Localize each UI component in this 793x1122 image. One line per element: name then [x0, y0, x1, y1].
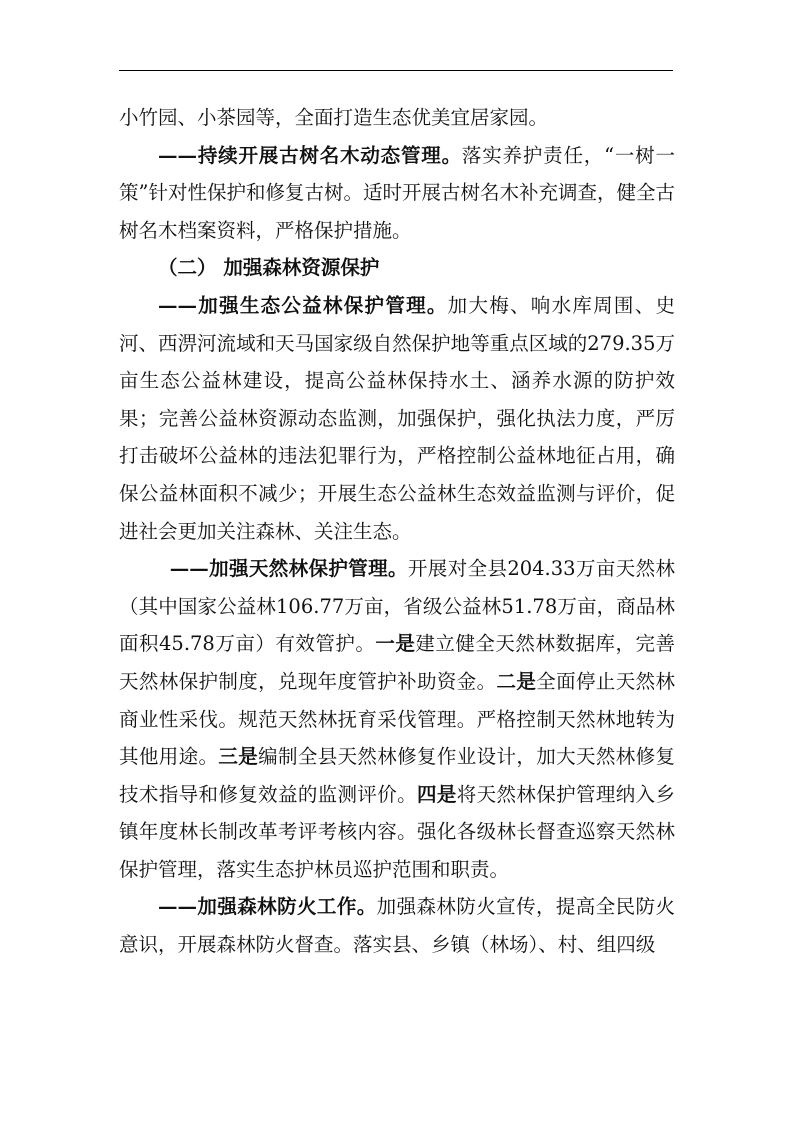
item-marker-2: 二是: [496, 669, 537, 693]
section-number: （二）: [158, 256, 217, 280]
header-rule: [119, 70, 673, 71]
paragraph-text: 加强森林防火宣传，提高全民防火意识，开展森林防火督查。落实县、乡镇（林场）、村、组四级: [119, 895, 675, 957]
paragraph-natural-forest: [119, 550, 675, 888]
item-marker-3: 三是: [218, 745, 259, 769]
item-text-4: 将天然林保护管理纳入乡镇年度林长制改革考评考核内容。强化各级林长督查巡察天然林保护管理，落实生态护林员巡护范围和职责。: [119, 782, 675, 881]
paragraph-public-forest: [119, 287, 675, 550]
item-marker-1: 一是: [375, 632, 416, 656]
paragraph-lead: ——加强森林防火工作。: [158, 895, 377, 919]
item-text-3: 编制全县天然林修复作业设计，加大天然林修复技术指导和修复效益的监测评价。: [119, 745, 675, 806]
paragraph-text: 开展对全县204.33万亩天然林（其中国家公益林106.77万亩，省级公益林51.78万亩，商品林面积45.78万亩）有效管护。: [119, 557, 675, 656]
paragraph-text: 加大梅、响水库周围、史河、西淠河流域和天马国家级自然保护地等重点区域的279.35万亩生态公益林建设，提高公益林保持水土、涵养水源的防护效果；完善公益林资源动态监测，加强保护，强化执法力度，严厉打击破坏公益林的违法犯罪行为，严格控制公益林地征占用，确保公益林面积不减少；开展生态公益林生态效益监测与评价，促进社会更加关注森林、关注生态。: [119, 293, 675, 543]
paragraph-text: 落实养护责任，“一树一策”针对性保护和修复古树。适时开展古树名木补充调查，健全古树名木档案资料，严格保护措施。: [119, 143, 675, 242]
paragraph-lead: ——持续开展古树名木动态管理。: [158, 143, 462, 167]
paragraph-text: 小竹园、小茶园等，全面打造生态优美宜居家园。: [119, 106, 549, 129]
document-body: [119, 99, 675, 964]
paragraph-fire-prevention: [119, 888, 675, 963]
paragraph-continuation: [119, 99, 675, 137]
section-heading: [119, 249, 675, 287]
section-title: 加强森林资源保护: [223, 256, 380, 280]
paragraph-ancient-trees: [119, 137, 675, 250]
item-text-2: 全面停止天然林商业性采伐。规范天然林抚育采伐管理。严格控制天然林地转为其他用途。: [119, 669, 675, 769]
item-marker-4: 四是: [417, 782, 457, 806]
item-text-1: 建立健全天然林数据库，完善天然林保护制度，兑现年度管护补助资金。: [119, 632, 675, 693]
paragraph-lead: ——加强天然林保护管理。: [169, 557, 408, 581]
paragraph-lead: ——加强生态公益林保护管理。: [158, 293, 448, 317]
